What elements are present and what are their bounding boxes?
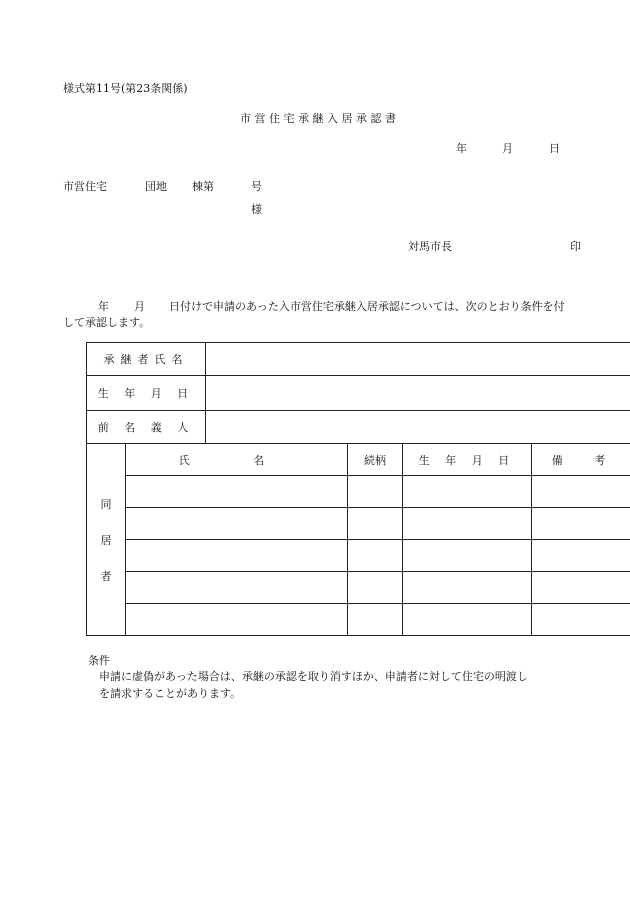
table-row [87, 540, 630, 572]
cohabitant-name-cell[interactable] [126, 508, 348, 540]
cohabitant-relation-cell[interactable] [348, 508, 403, 540]
table-row [87, 508, 630, 540]
cohabitant-remarks-cell[interactable] [532, 476, 630, 508]
body-text-line1: 日付けで申請のあった入市営住宅承継入居承認については、次のとおり条件を付 [169, 300, 565, 313]
seal-mark: 印 [570, 240, 581, 253]
header-name: 氏 名 [126, 444, 348, 476]
table-row [87, 572, 630, 604]
successor-name-field[interactable] [206, 343, 630, 376]
cohabitant-birth-cell[interactable] [403, 604, 532, 636]
cohabitant-remarks-cell[interactable] [532, 572, 630, 604]
conditions-line2: を請求することがあります。 [99, 687, 242, 700]
header-remarks: 備 考 [532, 444, 630, 476]
document-title: 市営住宅承継入居承認書 [240, 112, 400, 125]
birth-date-label: 生 年 月 日 [87, 376, 206, 411]
cohabitant-relation-cell[interactable] [348, 572, 403, 604]
header-birth: 生 年 月 日 [403, 444, 532, 476]
cohabitant-birth-cell[interactable] [403, 476, 532, 508]
addressee-danchi: 団地 [145, 180, 167, 193]
successor-name-label: 承継者氏名 [87, 343, 206, 376]
former-tenant-field[interactable] [206, 411, 630, 444]
birth-date-field[interactable] [206, 376, 630, 411]
issuer-name: 対馬市長 [408, 240, 452, 253]
cohabitant-label: 同 居 者 [87, 444, 126, 636]
conditions-line1: 申請に虚偽があった場合は、承継の承認を取り消すほか、申請者に対して住宅の明渡し [99, 670, 528, 683]
addressee-number: 号 [251, 180, 262, 193]
cohabitant-birth-cell[interactable] [403, 572, 532, 604]
table-row [87, 604, 630, 636]
table-row [87, 476, 630, 508]
cohabitant-name-cell[interactable] [126, 476, 348, 508]
cohabitant-remarks-cell[interactable] [532, 540, 630, 572]
body-text-line2: して承認します。 [63, 316, 151, 329]
cohabitant-relation-cell[interactable] [348, 540, 403, 572]
conditions-heading: 条件 [88, 654, 110, 667]
form-number: 様式第11号(第23条関係) [63, 82, 188, 95]
cohabitant-birth-cell[interactable] [403, 540, 532, 572]
addressee-sama: 様 [251, 203, 262, 216]
former-tenant-label: 前 名 義 人 [87, 411, 206, 444]
cohabitant-name-cell[interactable] [126, 604, 348, 636]
cohabitant-remarks-cell[interactable] [532, 508, 630, 540]
cohabitant-relation-cell[interactable] [348, 476, 403, 508]
date-month-label: 月 [502, 142, 513, 155]
cohabitant-relation-cell[interactable] [348, 604, 403, 636]
cohabitant-birth-cell[interactable] [403, 508, 532, 540]
cohabitant-name-cell[interactable] [126, 572, 348, 604]
body-month: 月 [134, 300, 145, 313]
addressee-building: 棟第 [192, 180, 214, 193]
body-year: 年 [98, 300, 109, 313]
header-relation: 続柄 [348, 444, 403, 476]
addressee-housing: 市営住宅 [63, 180, 107, 193]
cohabitant-table [86, 342, 630, 636]
date-day-label: 日 [549, 142, 560, 155]
date-year-label: 年 [456, 142, 467, 155]
cohabitant-name-cell[interactable] [126, 540, 348, 572]
cohabitant-remarks-cell[interactable] [532, 604, 630, 636]
